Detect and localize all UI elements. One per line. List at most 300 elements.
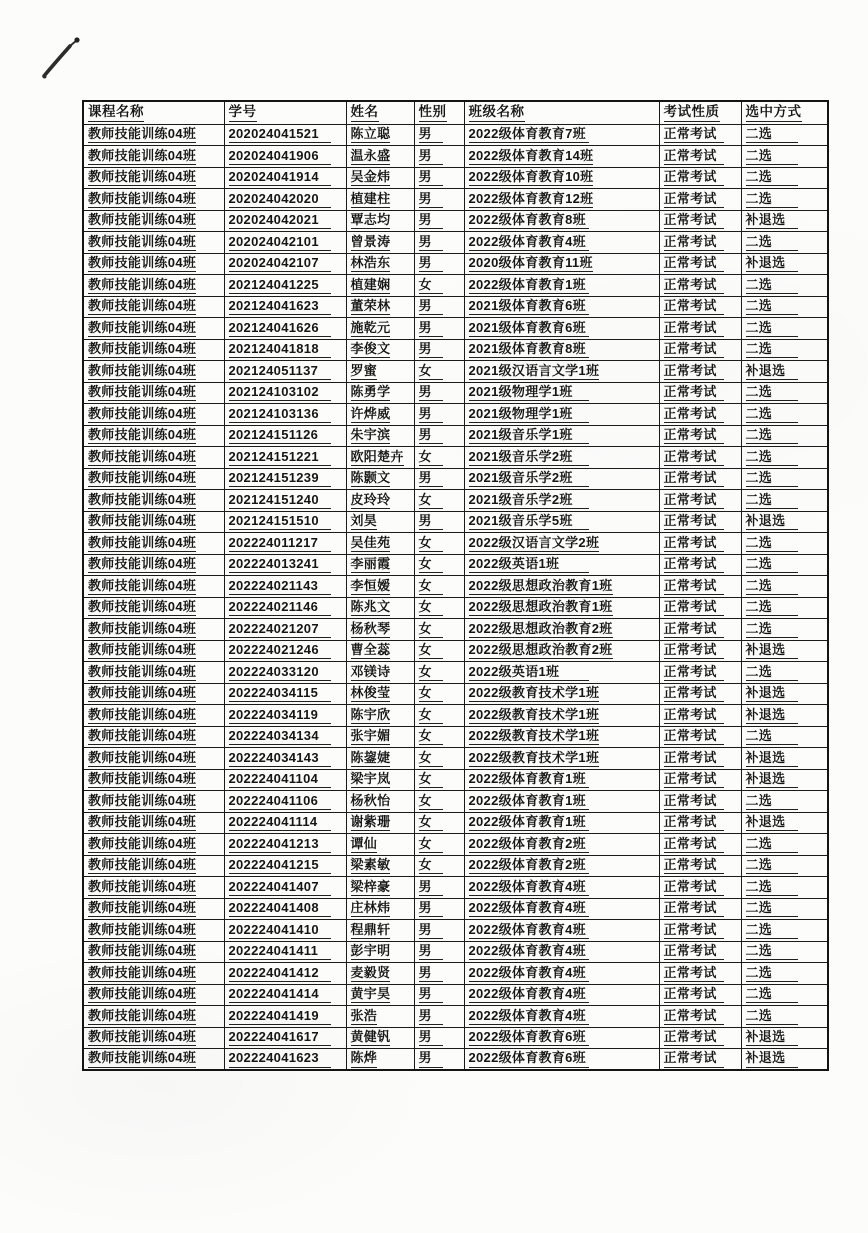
cell-value: 吴佳苑	[351, 536, 391, 552]
cell-value: 女	[419, 600, 443, 616]
cell-value: 女	[419, 837, 443, 853]
table-cell-name	[346, 898, 414, 920]
table-cell-selection-mode	[741, 189, 828, 211]
cell-value: 202224041419	[229, 1009, 331, 1025]
cell-value: 程鼎轩	[351, 923, 391, 939]
table-cell-student-id	[224, 339, 346, 361]
cell-value: 二选	[746, 471, 798, 487]
table-cell-student-id	[224, 683, 346, 705]
cell-value: 2022级体育教育6班	[469, 1051, 589, 1067]
cell-value: 女	[419, 729, 443, 745]
table-cell-course	[83, 963, 224, 985]
table-cell-gender	[414, 533, 464, 555]
cell-value: 教师技能训练04班	[88, 299, 196, 315]
table-cell-selection-mode	[741, 167, 828, 189]
table-cell-course	[83, 490, 224, 512]
table-cell-exam-type	[659, 468, 741, 490]
cell-value: 陈颢文	[351, 471, 391, 487]
cell-value: 麦毅贤	[351, 966, 391, 982]
table-cell-selection-mode	[741, 124, 828, 146]
cell-value: 女	[419, 622, 443, 638]
table-cell-exam-type	[659, 963, 741, 985]
table-cell-selection-mode	[741, 146, 828, 168]
cell-value: 温永盛	[351, 149, 391, 165]
table-cell-student-id	[224, 210, 346, 232]
cell-value: 欧阳楚卉	[351, 450, 404, 466]
cell-value: 正常考试	[664, 321, 724, 337]
cell-value: 202224041213	[229, 837, 331, 853]
table-cell-course	[83, 361, 224, 383]
cell-value: 陈勇学	[351, 385, 391, 401]
table-cell-student-id	[224, 705, 346, 727]
table-cell-name	[346, 812, 414, 834]
table-cell-exam-type	[659, 124, 741, 146]
cell-value: 二选	[746, 944, 798, 960]
table-cell-student-id	[224, 447, 346, 469]
column-header-exam-type	[659, 101, 741, 124]
cell-value: 二选	[746, 407, 798, 423]
cell-value: 2022级汉语言文学2班	[469, 536, 600, 552]
cell-value: 正常考试	[664, 536, 724, 552]
table-cell-name	[346, 640, 414, 662]
table-cell-class-name	[464, 683, 659, 705]
table-cell-class-name	[464, 877, 659, 899]
table-cell-student-id	[224, 963, 346, 985]
table-cell-gender	[414, 877, 464, 899]
cell-value: 正常考试	[664, 665, 724, 681]
table-cell-gender	[414, 447, 464, 469]
table-cell-gender	[414, 404, 464, 426]
table-cell-course	[83, 318, 224, 340]
cell-value: 2022级体育教育1班	[469, 815, 589, 831]
table-cell-student-id	[224, 511, 346, 533]
table-cell-gender	[414, 425, 464, 447]
cell-value: 2022级体育教育2班	[469, 837, 589, 853]
table-cell-course	[83, 232, 224, 254]
table-cell-selection-mode	[741, 984, 828, 1006]
table-row	[83, 189, 828, 211]
table-cell-selection-mode	[741, 339, 828, 361]
column-header-label: 姓名	[351, 104, 379, 122]
cell-value: 202224041104	[229, 772, 331, 788]
cell-value: 女	[419, 751, 443, 767]
table-cell-exam-type	[659, 253, 741, 275]
cell-value: 教师技能训练04班	[88, 471, 196, 487]
cell-value: 教师技能训练04班	[88, 944, 196, 960]
cell-value: 202224021143	[229, 579, 331, 595]
cell-value: 2022级体育教育10班	[469, 170, 594, 186]
table-cell-class-name	[464, 640, 659, 662]
cell-value: 补退选	[746, 708, 798, 724]
table-cell-gender	[414, 124, 464, 146]
cell-value: 正常考试	[664, 643, 724, 659]
cell-value: 2021级体育教育6班	[469, 321, 589, 337]
cell-value: 二选	[746, 837, 798, 853]
table-cell-class-name	[464, 941, 659, 963]
cell-value: 正常考试	[664, 149, 724, 165]
cell-value: 教师技能训练04班	[88, 407, 196, 423]
cell-value: 二选	[746, 557, 798, 573]
table-cell-course	[83, 984, 224, 1006]
cell-value: 教师技能训练04班	[88, 321, 196, 337]
cell-value: 正常考试	[664, 407, 724, 423]
table-cell-name	[346, 984, 414, 1006]
table-cell-course	[83, 253, 224, 275]
table-cell-class-name	[464, 984, 659, 1006]
table-cell-exam-type	[659, 597, 741, 619]
cell-value: 2021级音乐学5班	[469, 514, 589, 530]
cell-value: 补退选	[746, 772, 798, 788]
cell-value: 男	[419, 944, 443, 960]
table-cell-selection-mode	[741, 683, 828, 705]
table-cell-name	[346, 511, 414, 533]
table-cell-gender	[414, 726, 464, 748]
table-cell-class-name	[464, 748, 659, 770]
cell-value: 202024041521	[229, 127, 331, 143]
table-cell-exam-type	[659, 662, 741, 684]
cell-value: 补退选	[746, 643, 798, 659]
table-row	[83, 898, 828, 920]
cell-value: 202024042021	[229, 213, 331, 229]
table-cell-class-name	[464, 1049, 659, 1071]
cell-value: 正常考试	[664, 514, 724, 530]
cell-value: 202224041408	[229, 901, 331, 917]
table-cell-class-name	[464, 124, 659, 146]
table-cell-course	[83, 726, 224, 748]
table-cell-name	[346, 748, 414, 770]
cell-value: 202224033120	[229, 665, 331, 681]
table-cell-selection-mode	[741, 404, 828, 426]
cell-value: 正常考试	[664, 579, 724, 595]
cell-value: 正常考试	[664, 966, 724, 982]
cell-value: 女	[419, 278, 443, 294]
cell-value: 2022级教育技术学1班	[469, 708, 600, 724]
table-cell-student-id	[224, 296, 346, 318]
table-cell-selection-mode	[741, 941, 828, 963]
table-cell-student-id	[224, 275, 346, 297]
cell-value: 男	[419, 514, 443, 530]
table-cell-exam-type	[659, 984, 741, 1006]
cell-value: 2022级教育技术学1班	[469, 729, 600, 745]
table-cell-gender	[414, 619, 464, 641]
table-cell-student-id	[224, 318, 346, 340]
cell-value: 教师技能训练04班	[88, 557, 196, 573]
table-row	[83, 941, 828, 963]
table-row	[83, 748, 828, 770]
cell-value: 正常考试	[664, 944, 724, 960]
table-cell-course	[83, 791, 224, 813]
cell-value: 教师技能训练04班	[88, 364, 196, 380]
cell-value: 二选	[746, 1009, 798, 1025]
table-cell-student-id	[224, 812, 346, 834]
table-cell-student-id	[224, 662, 346, 684]
cell-value: 补退选	[746, 1051, 798, 1067]
table-cell-course	[83, 855, 224, 877]
cell-value: 正常考试	[664, 772, 724, 788]
table-cell-student-id	[224, 1049, 346, 1071]
table-cell-gender	[414, 468, 464, 490]
table-cell-exam-type	[659, 791, 741, 813]
table-cell-exam-type	[659, 1027, 741, 1049]
cell-value: 202124103102	[229, 385, 331, 401]
cell-value: 女	[419, 579, 443, 595]
table-cell-selection-mode	[741, 640, 828, 662]
table-row	[83, 640, 828, 662]
table-cell-student-id	[224, 425, 346, 447]
table-cell-class-name	[464, 576, 659, 598]
cell-value: 2021级音乐学2班	[469, 450, 589, 466]
cell-value: 教师技能训练04班	[88, 643, 196, 659]
cell-value: 陈鋆婕	[351, 751, 391, 767]
cell-value: 女	[419, 450, 443, 466]
cell-value: 谢紫珊	[351, 815, 391, 831]
table-cell-student-id	[224, 898, 346, 920]
table-cell-course	[83, 167, 224, 189]
table-row	[83, 447, 828, 469]
cell-value: 补退选	[746, 256, 798, 272]
table-cell-gender	[414, 683, 464, 705]
cell-value: 2022级思想政治教育2班	[469, 622, 613, 638]
table-row	[83, 124, 828, 146]
table-header-row	[83, 101, 828, 124]
cell-value: 补退选	[746, 751, 798, 767]
cell-value: 教师技能训练04班	[88, 665, 196, 681]
cell-value: 二选	[746, 665, 798, 681]
table-cell-class-name	[464, 232, 659, 254]
cell-value: 202224041215	[229, 858, 331, 874]
cell-value: 教师技能训练04班	[88, 987, 196, 1003]
table-cell-course	[83, 404, 224, 426]
table-cell-gender	[414, 855, 464, 877]
table-cell-exam-type	[659, 640, 741, 662]
table-cell-student-id	[224, 232, 346, 254]
cell-value: 202224041617	[229, 1030, 331, 1046]
table-cell-student-id	[224, 124, 346, 146]
cell-value: 庄林炜	[351, 901, 391, 917]
cell-value: 二选	[746, 428, 798, 444]
table-cell-course	[83, 898, 224, 920]
cell-value: 2022级体育教育14班	[469, 149, 594, 165]
cell-value: 正常考试	[664, 385, 724, 401]
cell-value: 正常考试	[664, 708, 724, 724]
cell-value: 梁素敏	[351, 858, 391, 874]
table-row	[83, 404, 828, 426]
cell-value: 正常考试	[664, 127, 724, 143]
cell-value: 正常考试	[664, 278, 724, 294]
table-cell-exam-type	[659, 920, 741, 942]
cell-value: 男	[419, 256, 443, 272]
cell-value: 202224011217	[229, 536, 331, 552]
cell-value: 李俊文	[351, 342, 391, 358]
cell-value: 2022级教育技术学1班	[469, 751, 600, 767]
table-cell-name	[346, 253, 414, 275]
table-cell-class-name	[464, 834, 659, 856]
table-cell-exam-type	[659, 210, 741, 232]
table-row	[83, 1006, 828, 1028]
cell-value: 正常考试	[664, 1030, 724, 1046]
table-cell-exam-type	[659, 382, 741, 404]
cell-value: 教师技能训练04班	[88, 686, 196, 702]
cell-value: 二选	[746, 149, 798, 165]
cell-value: 二选	[746, 794, 798, 810]
table-cell-student-id	[224, 640, 346, 662]
cell-value: 2022级体育教育2班	[469, 858, 589, 874]
cell-value: 202224041407	[229, 880, 331, 896]
cell-value: 教师技能训练04班	[88, 536, 196, 552]
cell-value: 李丽霞	[351, 557, 391, 573]
cell-value: 202224041412	[229, 966, 331, 982]
cell-value: 正常考试	[664, 600, 724, 616]
table-cell-name	[346, 382, 414, 404]
cell-value: 教师技能训练04班	[88, 880, 196, 896]
cell-value: 男	[419, 1030, 443, 1046]
table-row	[83, 769, 828, 791]
cell-value: 谭仙	[351, 837, 378, 853]
cell-value: 男	[419, 235, 443, 251]
cell-value: 202224021207	[229, 622, 331, 638]
cell-value: 二选	[746, 880, 798, 896]
table-cell-gender	[414, 253, 464, 275]
table-cell-name	[346, 554, 414, 576]
table-cell-name	[346, 275, 414, 297]
cell-value: 202224034134	[229, 729, 331, 745]
table-cell-class-name	[464, 296, 659, 318]
cell-value: 植建娴	[351, 278, 391, 294]
table-cell-course	[83, 705, 224, 727]
table-cell-student-id	[224, 941, 346, 963]
table-cell-name	[346, 404, 414, 426]
table-cell-course	[83, 146, 224, 168]
cell-value: 2022级体育教育4班	[469, 901, 589, 917]
cell-value: 正常考试	[664, 364, 724, 380]
table-cell-course	[83, 834, 224, 856]
table-cell-selection-mode	[741, 1027, 828, 1049]
cell-value: 202224041623	[229, 1051, 331, 1067]
table-cell-class-name	[464, 726, 659, 748]
table-cell-selection-mode	[741, 232, 828, 254]
cell-value: 二选	[746, 342, 798, 358]
table-cell-student-id	[224, 769, 346, 791]
table-cell-name	[346, 124, 414, 146]
table-row	[83, 210, 828, 232]
cell-value: 教师技能训练04班	[88, 837, 196, 853]
cell-value: 202224041414	[229, 987, 331, 1003]
table-cell-class-name	[464, 705, 659, 727]
table-row	[83, 339, 828, 361]
cell-value: 男	[419, 901, 443, 917]
table-cell-student-id	[224, 468, 346, 490]
table-body	[83, 124, 828, 1070]
cell-value: 正常考试	[664, 192, 724, 208]
table-cell-selection-mode	[741, 554, 828, 576]
table-cell-exam-type	[659, 146, 741, 168]
cell-value: 二选	[746, 622, 798, 638]
table-cell-course	[83, 812, 224, 834]
table-cell-selection-mode	[741, 275, 828, 297]
table-cell-gender	[414, 1006, 464, 1028]
table-cell-student-id	[224, 146, 346, 168]
table-cell-exam-type	[659, 1049, 741, 1071]
table-cell-class-name	[464, 1027, 659, 1049]
column-header-label: 考试性质	[664, 104, 720, 122]
table-cell-student-id	[224, 533, 346, 555]
table-row	[83, 619, 828, 641]
table-cell-exam-type	[659, 447, 741, 469]
table-cell-selection-mode	[741, 425, 828, 447]
table-row	[83, 726, 828, 748]
cell-value: 202124041623	[229, 299, 331, 315]
table-cell-selection-mode	[741, 597, 828, 619]
table-cell-selection-mode	[741, 963, 828, 985]
cell-value: 教师技能训练04班	[88, 342, 196, 358]
table-cell-student-id	[224, 576, 346, 598]
cell-value: 202024041914	[229, 170, 331, 186]
cell-value: 张宇媚	[351, 729, 391, 745]
table-cell-student-id	[224, 984, 346, 1006]
table-cell-student-id	[224, 597, 346, 619]
cell-value: 教师技能训练04班	[88, 794, 196, 810]
cell-value: 2021级音乐学2班	[469, 471, 589, 487]
cell-value: 正常考试	[664, 815, 724, 831]
table-cell-name	[346, 361, 414, 383]
table-cell-class-name	[464, 490, 659, 512]
cell-value: 2022级体育教育4班	[469, 966, 589, 982]
table-cell-class-name	[464, 382, 659, 404]
cell-value: 植建柱	[351, 192, 391, 208]
cell-value: 男	[419, 1051, 443, 1067]
cell-value: 二选	[746, 987, 798, 1003]
table-cell-name	[346, 941, 414, 963]
cell-value: 杨秋怡	[351, 794, 391, 810]
table-cell-student-id	[224, 404, 346, 426]
cell-value: 教师技能训练04班	[88, 622, 196, 638]
table-cell-course	[83, 189, 224, 211]
table-cell-course	[83, 941, 224, 963]
table-cell-course	[83, 748, 224, 770]
cell-value: 曹全蕊	[351, 643, 391, 659]
cell-value: 2022级教育技术学1班	[469, 686, 600, 702]
cell-value: 2022级体育教育12班	[469, 192, 594, 208]
table-cell-class-name	[464, 361, 659, 383]
table-cell-class-name	[464, 533, 659, 555]
cell-value: 二选	[746, 923, 798, 939]
table-row	[83, 468, 828, 490]
table-cell-gender	[414, 597, 464, 619]
cell-value: 朱宇滨	[351, 428, 391, 444]
table-cell-class-name	[464, 554, 659, 576]
cell-value: 女	[419, 665, 443, 681]
cell-value: 2021级音乐学1班	[469, 428, 589, 444]
table-cell-name	[346, 769, 414, 791]
table-cell-course	[83, 124, 224, 146]
table-cell-gender	[414, 920, 464, 942]
table-cell-name	[346, 619, 414, 641]
cell-value: 女	[419, 708, 443, 724]
cell-value: 2022级思想政治教育1班	[469, 600, 613, 616]
cell-value: 梁梓豪	[351, 880, 391, 896]
cell-value: 补退选	[746, 815, 798, 831]
cell-value: 教师技能训练04班	[88, 966, 196, 982]
table-cell-name	[346, 834, 414, 856]
column-header-student-id	[224, 101, 346, 124]
cell-value: 男	[419, 149, 443, 165]
cell-value: 陈烨	[351, 1051, 378, 1067]
table-cell-exam-type	[659, 404, 741, 426]
table-row	[83, 146, 828, 168]
cell-value: 正常考试	[664, 256, 724, 272]
cell-value: 教师技能训练04班	[88, 170, 196, 186]
cell-value: 正常考试	[664, 450, 724, 466]
